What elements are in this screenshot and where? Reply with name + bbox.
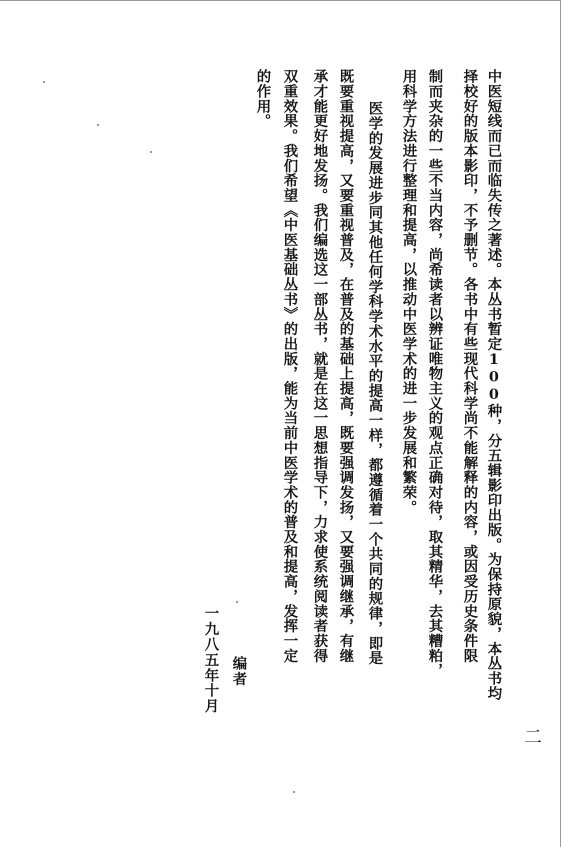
page-number: 二: [521, 727, 542, 745]
scan-speck: [97, 124, 99, 126]
text-column-9: 的作用。: [254, 69, 272, 129]
scan-speck: [150, 151, 152, 153]
text-column-3: 制而夹杂的一些不当内容，尚希读者以辨证唯物主义的观点正确对待，取其精华，去其糟粕，: [426, 69, 444, 678]
text-column-8: 双重效果。我们希望《中医基础丛书》的出版，能为当前中医学术的普及和提高，发挥一定: [281, 69, 299, 663]
text-column-7: 承才能更好地发扬。我们编选这一部丛书，就是在这一思想指导下，力求使系统阅读者获得: [311, 69, 329, 663]
signature-author: 编者: [230, 656, 248, 687]
text-column-5: 医学的发展进步同其他任何学科学术水平的提高一样，都遵循着一个共同的规律，即是: [366, 101, 384, 666]
scan-speck: [43, 81, 45, 83]
text-column-6: 既要重视提高，又要重视普及，在普及的基础上提高，既要强调发扬，又要强调继承，有继: [337, 69, 355, 663]
text-column-1: 中医短线而已而临失传之著述。本丛书暂定100种，分五辑影印出版。为保持原貌，本丛书均: [485, 69, 503, 701]
scan-speck: [293, 791, 295, 793]
scan-speck: [236, 601, 238, 603]
signature-date: 一九八五年十月: [202, 606, 220, 714]
text-column-2: 择校好的版本影印，不予删节。各书中有些现代科学尚不能解释的内容，或因受历史条件限: [461, 69, 479, 663]
text-column-4: 用科学方法进行整理和提高，以推动中医学术的进一步发展和繁荣。: [400, 69, 418, 515]
